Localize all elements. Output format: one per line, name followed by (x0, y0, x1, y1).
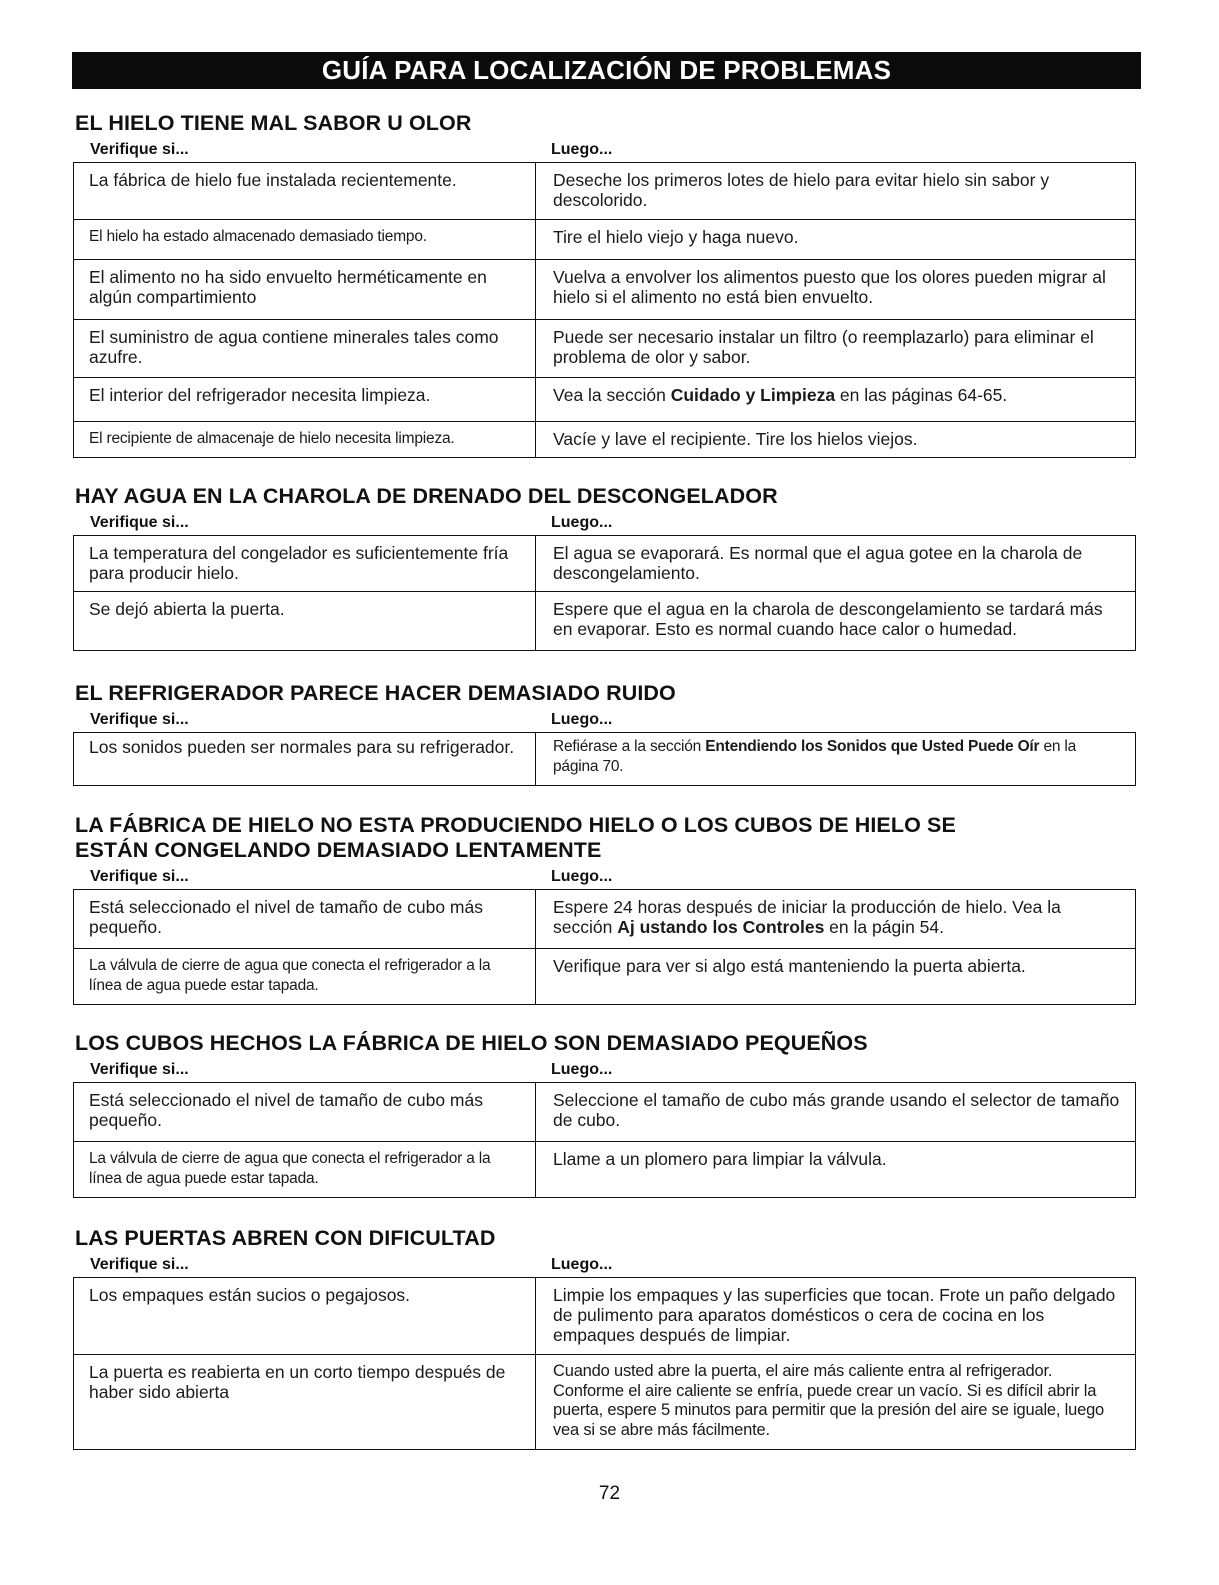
then-bold-reference: Cuidado y Limpieza (670, 385, 836, 405)
then-text: Vea la sección (553, 385, 671, 405)
column-header-check: Verifique si... (90, 514, 189, 531)
then-cell (536, 378, 1136, 422)
then-cell (536, 890, 1136, 949)
then-cell: Tire el hielo viejo y haga nuevo. (536, 220, 1136, 260)
troubleshooting-table (73, 535, 1136, 651)
table-row (74, 733, 1136, 786)
then-cell: Espere que el agua en la charola de descongelamiento se tardará más en evaporar. Esto es normal cuando hace calor o humedad. (536, 592, 1136, 651)
table-row (74, 1278, 1136, 1355)
section-ice-cubes-too-small (73, 1031, 1136, 1198)
troubleshooting-table (73, 1082, 1136, 1198)
column-header-then: Luego... (551, 711, 613, 728)
section-title: EL HIELO TIENE MAL SABOR U OLOR (75, 111, 472, 135)
section-title: EL REFRIGERADOR PARECE HACER DEMASIADO RUIDO (75, 681, 676, 705)
then-text: en las páginas 64-65. (835, 385, 1008, 405)
troubleshooting-table (73, 889, 1136, 1005)
then-cell: Vacíe y lave el recipiente. Tire los hielos viejos. (536, 422, 1136, 458)
check-cell: Los empaques están sucios o pegajosos. (74, 1278, 536, 1355)
check-cell: El hielo ha estado almacenado demasiado tiempo. (74, 220, 536, 260)
section-title: LOS CUBOS HECHOS LA FÁBRICA DE HIELO SON DEMASIADO PEQUEÑOS (75, 1031, 868, 1055)
table-row (74, 220, 1136, 260)
column-header-check: Verifique si... (90, 1256, 189, 1273)
troubleshooting-table (73, 1277, 1136, 1450)
table-row (74, 592, 1136, 651)
check-cell: El alimento no ha sido envuelto herméticamente en algún compartimiento (74, 260, 536, 320)
then-cell: Seleccione el tamaño de cubo más grande usando el selector de tamaño de cubo. (536, 1083, 1136, 1142)
section-ice-bad-taste (73, 111, 1136, 458)
then-cell: Puede ser necesario instalar un filtro (o reemplazarlo) para eliminar el problema de olor y sabor. (536, 320, 1136, 378)
table-row (74, 1083, 1136, 1142)
page-number: 72 (598, 1483, 621, 1504)
column-headers (73, 140, 1136, 162)
column-header-check: Verifique si... (90, 868, 189, 885)
then-cell (536, 733, 1136, 786)
section-title-continued: ESTÁN CONGELANDO DEMASIADO LENTAMENTE (75, 838, 602, 862)
check-cell: Se dejó abierta la puerta. (74, 592, 536, 651)
column-header-then: Luego... (551, 141, 613, 158)
table-row (74, 1355, 1136, 1450)
check-cell: La válvula de cierre de agua que conecta el refrigerador a la línea de agua puede estar tapada. (74, 949, 536, 1005)
table-row (74, 378, 1136, 422)
check-cell: La válvula de cierre de agua que conecta el refrigerador a la línea de agua puede estar tapada. (74, 1142, 536, 1198)
then-cell: Limpie los empaques y las superficies que tocan. Frote un paño delgado de pulimento para aparatos domésticos o cera de cocina en los empaques después de limpiar. (536, 1278, 1136, 1355)
check-cell: El interior del refrigerador necesita limpieza. (74, 378, 536, 422)
section-water-in-drain-pan (73, 484, 1136, 651)
column-headers (73, 1060, 1136, 1082)
table-row (74, 949, 1136, 1005)
table-row (74, 260, 1136, 320)
check-cell: La temperatura del congelador es suficientemente fría para producir hielo. (74, 536, 536, 592)
column-header-check: Verifique si... (90, 1061, 189, 1078)
then-cell: Deseche los primeros lotes de hielo para evitar hielo sin sabor y descolorido. (536, 163, 1136, 220)
column-header-check: Verifique si... (90, 711, 189, 728)
then-text: Refiérase a la sección (553, 738, 706, 755)
section-doors-hard-to-open (73, 1226, 1136, 1450)
column-headers (73, 1255, 1136, 1277)
then-cell: Cuando usted abre la puerta, el aire más caliente entra al refrigerador. Conforme el aire caliente se enfría, puede crear un vacío. Si es difícil abrir la puerta, espere 5 minutos para permitir que la presión del aire se iguale, luego vea si se abre más fácilmente. (536, 1355, 1136, 1450)
section-title: LAS PUERTAS ABREN CON DIFICULTAD (75, 1226, 496, 1250)
check-cell: Está seleccionado el nivel de tamaño de cubo más pequeño. (74, 1083, 536, 1142)
check-cell: El recipiente de almacenaje de hielo necesita limpieza. (74, 422, 536, 458)
table-row (74, 536, 1136, 592)
section-refrigerator-noise (73, 681, 1136, 786)
check-cell: Está seleccionado el nivel de tamaño de cubo más pequeño. (74, 890, 536, 949)
column-header-then: Luego... (551, 1061, 613, 1078)
then-cell: El agua se evaporará. Es normal que el agua gotee en la charola de descongelamiento. (536, 536, 1136, 592)
section-title: LA FÁBRICA DE HIELO NO ESTA PRODUCIENDO HIELO O LOS CUBOS DE HIELO SE (75, 813, 956, 837)
column-headers (73, 513, 1136, 535)
then-cell: Vuelva a envolver los alimentos puesto que los olores pueden migrar al hielo si el alimento no está bien envuelto. (536, 260, 1136, 320)
table-row (74, 422, 1136, 458)
check-cell: La fábrica de hielo fue instalada recientemente. (74, 163, 536, 220)
troubleshooting-table (73, 732, 1136, 786)
page-banner: GUÍA PARA LOCALIZACIÓN DE PROBLEMAS (72, 52, 1141, 89)
troubleshooting-table (73, 162, 1136, 458)
column-headers (73, 710, 1136, 732)
table-row (74, 320, 1136, 378)
then-text: en la página 70. (553, 738, 1077, 775)
check-cell: El suministro de agua contiene minerales tales como azufre. (74, 320, 536, 378)
column-header-then: Luego... (551, 1256, 613, 1273)
column-header-then: Luego... (551, 514, 613, 531)
check-cell: La puerta es reabierta en un corto tiempo después de haber sido abierta (74, 1355, 536, 1450)
table-row (74, 163, 1136, 220)
then-cell: Llame a un plomero para limpiar la válvula. (536, 1142, 1136, 1198)
column-header-then: Luego... (551, 868, 613, 885)
then-cell: Verifique para ver si algo está manteniendo la puerta abierta. (536, 949, 1136, 1005)
column-header-check: Verifique si... (90, 141, 189, 158)
section-ice-maker-not-producing (73, 813, 1136, 1005)
section-title: HAY AGUA EN LA CHAROLA DE DRENADO DEL DESCONGELADOR (75, 484, 778, 508)
then-text: Espere 24 horas después de iniciar la producción de hielo. Vea la sección (553, 897, 1061, 937)
column-headers (73, 867, 1136, 889)
table-row (74, 890, 1136, 949)
then-bold-reference: Entendiendo los Sonidos que Usted Puede Oír (705, 738, 1040, 755)
check-cell: Los sonidos pueden ser normales para su refrigerador. (74, 733, 536, 786)
then-text: en la págin 54. (824, 917, 944, 937)
table-row (74, 1142, 1136, 1198)
then-bold-reference: Aj ustando los Controles (617, 917, 825, 937)
